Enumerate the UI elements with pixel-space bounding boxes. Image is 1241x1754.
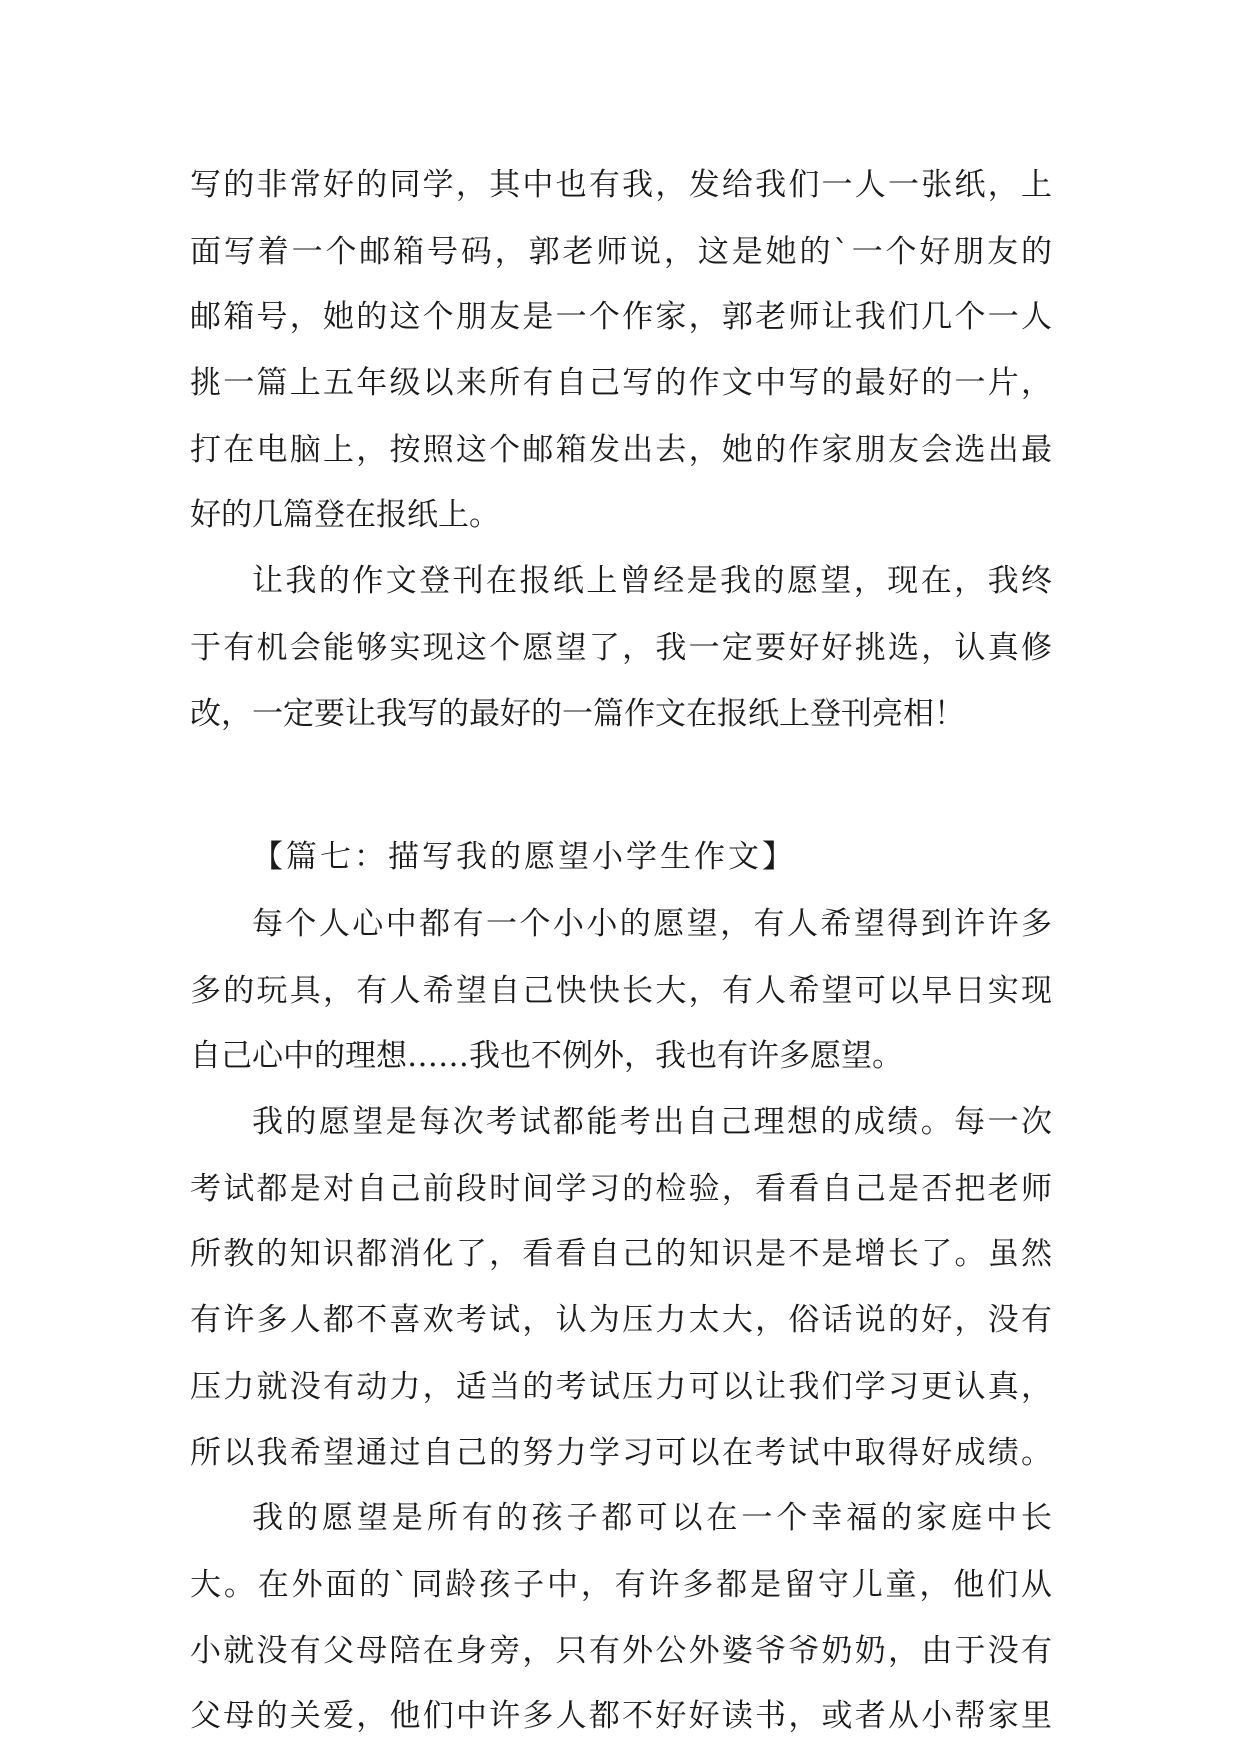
- text-line: 写的非常好的同学，其中也有我，发给我们一人一张纸，上: [190, 167, 1052, 203]
- text-line: 好的几篇登在报纸上。: [190, 497, 500, 534]
- text-line: 所以我希望通过自己的努力学习可以在考试中取得好成绩。: [190, 1434, 1052, 1471]
- text-line: 于有机会能够实现这个愿望了，我一定要好好挑选，认真修: [190, 629, 1052, 666]
- paragraph-first-line: 我的愿望是所有的孩子都可以在一个幸福的家庭中长: [252, 1500, 1052, 1537]
- text-line: 改，一定要让我写的最好的一篇作文在报纸上登刊亮相！: [190, 695, 965, 732]
- paragraph-first-line: 每个人心中都有一个小小的愿望，有人希望得到许许多: [252, 906, 1052, 942]
- paragraph-first-line: 我的愿望是每次考试都能考出自己理想的成绩。每一次: [252, 1104, 1052, 1141]
- paragraph-first-line: 让我的作文登刊在报纸上曾经是我的愿望，现在，我终: [252, 563, 1052, 600]
- section-heading: 【篇七：描写我的愿望小学生作文】: [252, 839, 796, 876]
- text-line: 自己心中的理想……我也不例外，我也有许多愿望。: [190, 1038, 903, 1075]
- text-line: 考试都是对自己前段时间学习的检验，看看自己是否把老师: [190, 1170, 1052, 1207]
- text-line: 有许多人都不喜欢考试，认为压力太大，俗话说的好，没有: [190, 1302, 1052, 1339]
- text-line: 父母的关爱，他们中许多人都不好好读书，或者从小帮家里: [190, 1698, 1052, 1735]
- text-line: 多的玩具，有人希望自己快快长大，有人希望可以早日实现: [190, 972, 1052, 1009]
- text-line: 小就没有父母陪在身旁，只有外公外婆爷爷奶奶，由于没有: [190, 1632, 1052, 1669]
- text-line: 大。在外面的`同龄孩子中，有许多都是留守儿童，他们从: [190, 1566, 1052, 1603]
- text-line: 打在电脑上，按照这个邮箱发出去，她的作家朋友会选出最: [190, 431, 1052, 468]
- text-line: 面写着一个邮箱号码，郭老师说，这是她的`一个好朋友的: [190, 233, 1052, 270]
- text-line: 压力就没有动力，适当的考试压力可以让我们学习更认真，: [190, 1368, 1052, 1405]
- text-line: 邮箱号，她的这个朋友是一个作家，郭老师让我们几个一人: [190, 299, 1052, 336]
- text-line: 所教的知识都消化了，看看自己的知识是不是增长了。虽然: [190, 1236, 1052, 1273]
- text-line: 挑一篇上五年级以来所有自己写的作文中写的最好的一片，: [190, 365, 1052, 402]
